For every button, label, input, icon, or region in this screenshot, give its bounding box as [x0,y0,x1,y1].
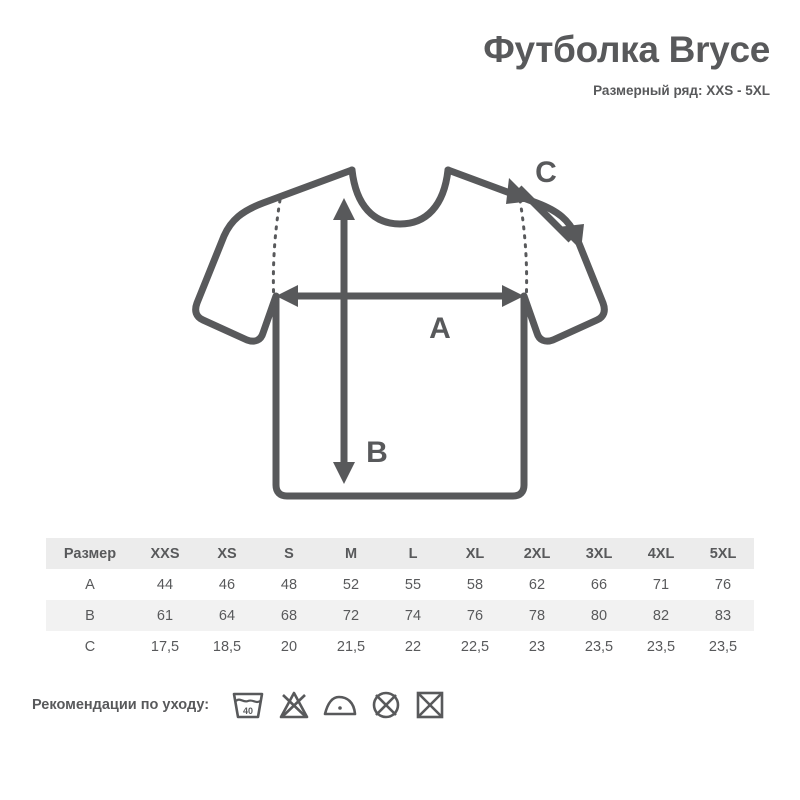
table-cell: 58 [466,576,484,593]
size-table-wrapper [46,538,754,662]
iron-low-icon [323,690,357,720]
do-not-tumble-dry-icon [415,690,445,720]
table-header-cell: XL [465,545,485,562]
table-cell: 66 [590,576,608,593]
table-header-cell: M [344,545,358,562]
table-cell: 78 [528,607,546,624]
table-cell: 23,5 [646,638,676,655]
care-label: Рекомендации по уходу: [32,697,210,713]
table-cell: 44 [156,576,174,593]
table-cell: 52 [342,576,360,593]
table-header-cell: XS [217,545,237,562]
header [483,30,770,98]
table-row [46,631,754,662]
table-cell: 80 [590,607,608,624]
do-not-dry-clean-icon [371,690,401,720]
table-cell: 22,5 [460,638,490,655]
table-cell: 64 [218,607,236,624]
care-icon-group [231,690,445,720]
measure-c-label: C [535,156,557,189]
measure-a-label: A [429,312,451,345]
tshirt-diagram [0,140,800,520]
size-range-subtitle: Размерный ряд: XXS - 5XL [593,82,770,98]
table-cell: 17,5 [150,638,180,655]
table-cell: 21,5 [336,638,366,655]
size-table [46,538,754,662]
table-cell: 55 [404,576,422,593]
table-header-cell: 5XL [709,545,737,562]
table-cell: 71 [652,576,670,593]
table-cell: 20 [280,638,298,655]
measure-b-arrow [333,198,355,484]
table-cell: 48 [280,576,298,593]
table-cell: 82 [652,607,670,624]
page-title: Футболка Bryce [483,29,770,70]
measure-b-label: B [366,436,388,469]
table-header-cell: XXS [150,545,180,562]
table-cell: 76 [466,607,484,624]
do-not-bleach-icon [279,690,309,720]
table-header-row [46,538,754,569]
table-cell: 74 [404,607,422,624]
table-header-cell: 4XL [647,545,675,562]
row-label: C [84,638,96,655]
row-label: B [85,607,95,624]
table-cell: 23,5 [708,638,738,655]
table-cell: 83 [714,607,732,624]
table-cell: 68 [280,607,298,624]
wash-temp-value: 40 [243,706,254,716]
table-row [46,569,754,600]
row-label: A [85,576,95,593]
table-cell: 76 [714,576,732,593]
table-cell: 62 [528,576,546,593]
table-cell: 23 [528,638,546,655]
table-cell: 72 [342,607,360,624]
table-cell: 46 [218,576,236,593]
measure-a-arrow [276,285,524,307]
table-header-cell: S [284,545,294,562]
sleeve-seam-lines [273,200,526,330]
tshirt-illustration-svg [0,140,800,520]
table-cell: 61 [156,607,174,624]
wash-40-icon [231,690,265,720]
table-row [46,600,754,631]
table-header-cell: L [408,545,418,562]
table-header-cell: Размер [63,545,117,562]
table-cell: 23,5 [584,638,614,655]
tshirt-outline [196,170,605,496]
table-header-cell: 2XL [523,545,551,562]
table-cell: 18,5 [212,638,242,655]
care-instructions [32,690,768,720]
table-cell: 22 [404,638,422,655]
table-header-cell: 3XL [585,545,613,562]
